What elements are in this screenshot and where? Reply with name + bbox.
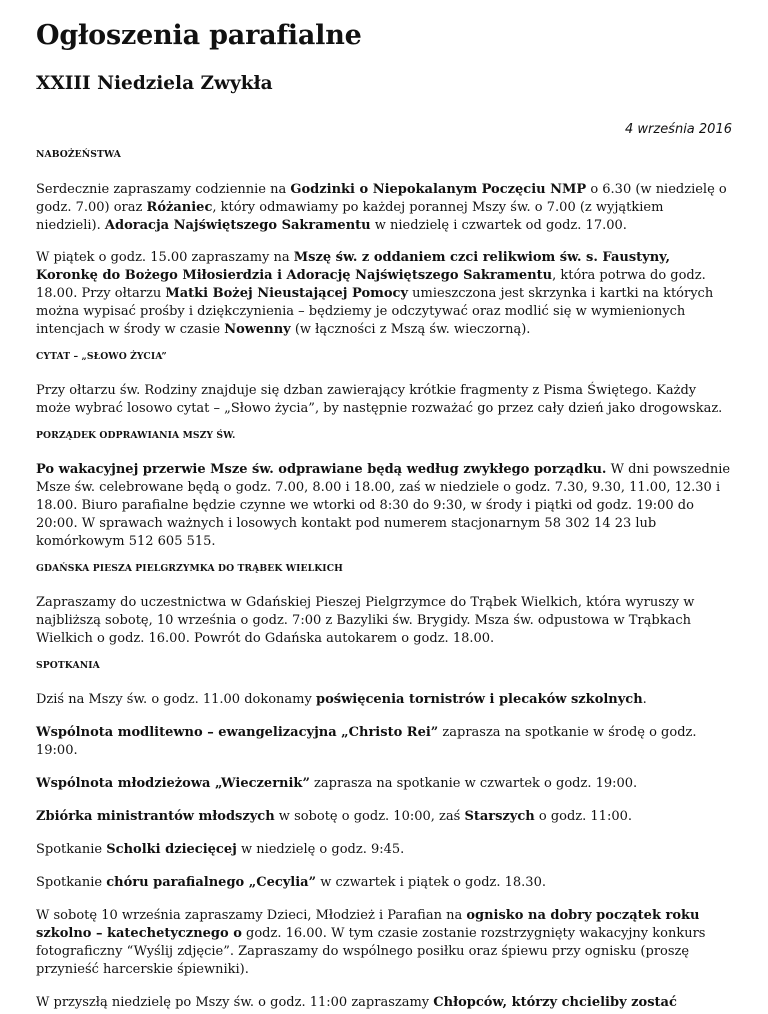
section-heading-pilgrimage: GDAŃSKA PIESZA PIELGRZYMKA DO TRĄBEK WIELKICH — [36, 563, 343, 574]
section-heading-meetings: SPOTKANIA — [36, 660, 100, 671]
paragraph-services-daily: Serdecznie zapraszamy codziennie na Godzinki o Niepokalanym Poczęciu NMP o 6.30 (w niedzielę o godz. 7.00) oraz Różaniec, który odmawiamy po każdej porannej Mszy św. o 7.00 (z wyjątkiem niedzieli). Adoracja Najświętszego Sakramentu w niedzielę i czwartek od godz. 17.00. — [36, 182, 727, 233]
paragraph-wieczernik: Wspólnota młodzieżowa „Wieczernik” zaprasza na spotkanie w czwartek o godz. 19:00. — [36, 776, 638, 791]
section-heading-quote: CYTAT – „SŁOWO ŻYCIA” — [36, 351, 167, 362]
paragraph-next-sunday: W przyszłą niedzielę po Mszy św. o godz. 11:00 zapraszamy Chłopców, którzy chcieliby zostać — [36, 995, 677, 1010]
section-heading-mass-schedule: PORZĄDEK ODPRAWIANIA MSZY ŚW. — [36, 430, 236, 441]
page-title: Ogłoszenia parafialne — [36, 20, 362, 51]
paragraph-mass-schedule: Po wakacyjnej przerwie Msze św. odprawiane będą według zwykłego porządku. W dni powszednie Msze św. celebrowane będą o godz. 7.00, 8.00 i 18.00, zaś w niedziele o godz. 7.30, 9.30, 11.00, 12.30 i 18.00. Biuro parafialne będzie czynne we wtorki od 8:30 do 9:30, w środy i piątki od godz. 19:00 do 20:00. W sprawach ważnych i losowych kontakt pod numerem stacjonarnym 58 302 14 23 lub komórkowym 512 605 515. — [36, 462, 731, 549]
paragraph-children-choir: Spotkanie Scholki dziecięcej w niedzielę o godz. 9:45. — [36, 842, 405, 857]
paragraph-pilgrimage: Zapraszamy do uczestnictwa w Gdańskiej Pieszej Pielgrzymce do Trąbek Wielkich, która wyruszy w najbliższą sobotę, 10 września o godz. 7:00 z Bazyliki św. Brygidy. Msza św. odpustowa w Trąbkach Wielkich o godz. 16.00. Powrót do Gdańska autokarem o godz. 18.00. — [36, 595, 695, 646]
paragraph-altar-servers: Zbiórka ministrantów młodszych w sobotę o godz. 10:00, zaś Starszych o godz. 11:00. — [36, 809, 633, 824]
paragraph-christo-rei: Wspólnota modlitewno – ewangelizacyjna „Christo Rei” zaprasza na spotkanie w środę o godz. 19:00. — [36, 725, 697, 758]
paragraph-blessing: Dziś na Mszy św. o godz. 11.00 dokonamy poświęcenia tornistrów i plecaków szkolnych. — [36, 692, 647, 707]
page-subtitle: XXIII Niedziela Zwykła — [36, 73, 273, 94]
announcements-page — [0, 20, 768, 1012]
announcement-date: 4 września 2016 — [624, 122, 732, 137]
section-heading-services: NABOŻEŃSTWA — [36, 149, 122, 160]
paragraph-quote: Przy ołtarzu św. Rodziny znajduje się dzban zawierający krótkie fragmenty z Pisma Świętego. Każdy może wybrać losowo cytat – „Słowo życia”, by następnie rozważać go przez cały dzień jako drogowskaz. — [36, 383, 723, 416]
paragraph-bonfire: W sobotę 10 września zapraszamy Dzieci, Młodzież i Parafian na ognisko na dobry początek roku szkolno – katechetycznego o godz. 16.00. W tym czasie zostanie rozstrzygnięty wakacyjny konkurs fotograficzny “Wyślij zdjęcie”. Zapraszamy do wspólnego posiłku oraz śpiewu przy ognisku (proszę przynieść harcerskie śpiewniki). — [36, 908, 706, 977]
paragraph-services-friday: W piątek o godz. 15.00 zapraszamy na Mszę św. z oddaniem czci relikwiom św. s. Faustyny, Koronkę do Bożego Miłosierdzia i Adorację Najświętszego Sakramentu, która potrwa do godz. 18.00. Przy ołtarzu Matki Bożej Nieustającej Pomocy umieszczona jest skrzynka i kartki na których można wypisać prośby i dziękczynienia – będziemy je odczytywać oraz modlić się w wymienionych intencjach w środy w czasie Nowenny (w łączności z Mszą św. wieczorną). — [36, 250, 714, 337]
paragraph-parish-choir: Spotkanie chóru parafialnego „Cecylia” w czwartek i piątek o godz. 18.30. — [36, 875, 546, 890]
